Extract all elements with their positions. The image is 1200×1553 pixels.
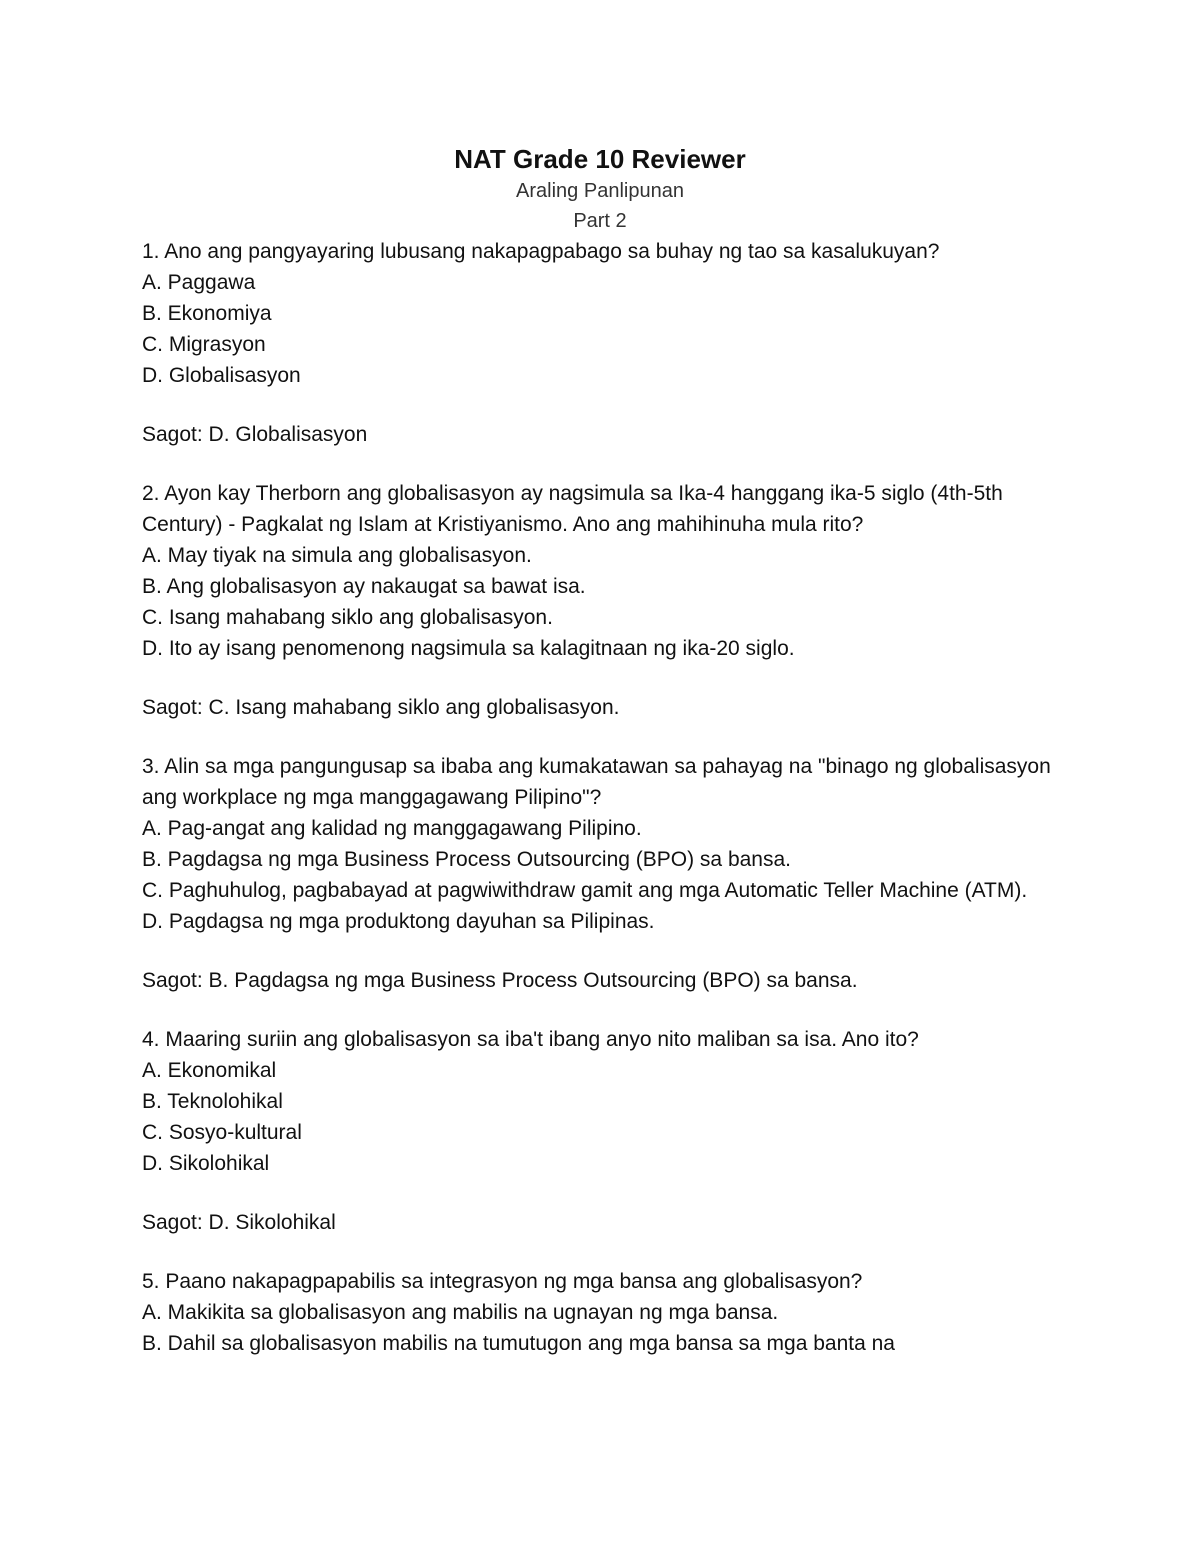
question-3: [142, 751, 1072, 996]
question-text: 3. Alin sa mga pangungusap sa ibaba ang kumakatawan sa pahayag na "binago ng globalisasyon ang workplace ng mga manggagawang Pilipino"?: [142, 755, 1051, 809]
document-part: Part 2: [573, 210, 627, 232]
choice-a: A. Makikita sa globalisasyon ang mabilis na ugnayan ng mga bansa.: [142, 1301, 779, 1324]
document-title: NAT Grade 10 Reviewer: [454, 144, 746, 174]
choice-d: D. Pagdagsa ng mga produktong dayuhan sa Pilipinas.: [142, 910, 655, 933]
choice-d: D. Ito ay isang penomenong nagsimula sa kalagitnaan ng ika-20 siglo.: [142, 637, 795, 660]
question-text: 2. Ayon kay Therborn ang globalisasyon ay nagsimula sa Ika-4 hanggang ika-5 siglo (4th-5th Century) - Pagkalat ng Islam at Kristiyanismo. Ano ang mahihinuha mula rito?: [142, 482, 1003, 536]
answer-line: Sagot: C. Isang mahabang siklo ang globalisasyon.: [142, 696, 620, 719]
choice-c: C. Migrasyon: [142, 333, 266, 356]
choice-b: B. Ang globalisasyon ay nakaugat sa bawat isa.: [142, 575, 586, 598]
choice-b: B. Pagdagsa ng mga Business Process Outsourcing (BPO) sa bansa.: [142, 848, 792, 871]
document-subject: Araling Panlipunan: [516, 180, 684, 202]
choice-d: D. Sikolohikal: [142, 1152, 270, 1175]
choice-c: C. Sosyo-kultural: [142, 1121, 302, 1144]
answer-line: Sagot: D. Sikolohikal: [142, 1211, 336, 1234]
answer-line: Sagot: B. Pagdagsa ng mga Business Process Outsourcing (BPO) sa bansa.: [142, 969, 858, 992]
document-header: [0, 142, 1200, 236]
choice-c: C. Paghuhulog, pagbabayad at pagwiwithdraw gamit ang mga Automatic Teller Machine (ATM).: [142, 879, 1028, 902]
choice-c: C. Isang mahabang siklo ang globalisasyon.: [142, 606, 553, 629]
answer-line: Sagot: D. Globalisasyon: [142, 423, 368, 446]
question-1: [142, 236, 1072, 450]
question-text: 4. Maaring suriin ang globalisasyon sa iba't ibang anyo nito maliban sa isa. Ano ito?: [142, 1028, 919, 1051]
choice-d: D. Globalisasyon: [142, 364, 301, 387]
choice-b: B. Dahil sa globalisasyon mabilis na tumutugon ang mga bansa sa mga banta na: [142, 1332, 895, 1355]
choice-a: A. Pag-angat ang kalidad ng manggagawang Pilipino.: [142, 817, 642, 840]
choice-b: B. Teknolohikal: [142, 1090, 283, 1113]
choice-a: A. Ekonomikal: [142, 1059, 277, 1082]
question-2: [142, 478, 1072, 723]
choice-a: A. May tiyak na simula ang globalisasyon.: [142, 544, 532, 567]
choice-a: A. Paggawa: [142, 271, 256, 294]
question-list: [142, 236, 1072, 1359]
question-text: 1. Ano ang pangyayaring lubusang nakapagpabago sa buhay ng tao sa kasalukuyan?: [142, 240, 940, 263]
question-4: [142, 1024, 1072, 1238]
question-5: [142, 1266, 1072, 1359]
question-text: 5. Paano nakapagpapabilis sa integrasyon ng mga bansa ang globalisasyon?: [142, 1270, 863, 1293]
choice-b: B. Ekonomiya: [142, 302, 272, 325]
